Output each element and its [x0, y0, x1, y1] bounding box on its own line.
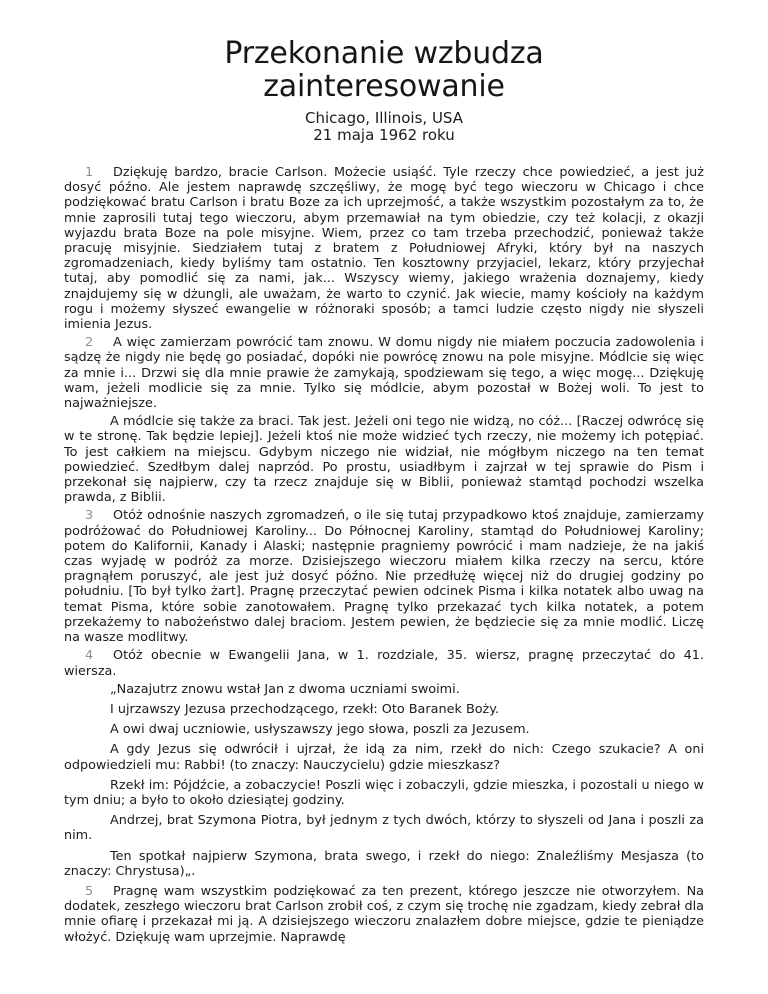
document-body	[64, 165, 704, 945]
paragraph	[64, 682, 704, 697]
page-title-line1: Przekonanie wzbudza	[224, 36, 544, 71]
paragraph-text: Dziękuję bardzo, bracie Carlson. Możecie usiąść. Tyle rzeczy chce powiedzieć, a jest już dosyć późno. Ale jestem naprawdę szczęśliwy, że mogę być tego wieczoru w Chicago i chce podziękować bratu Carlson i bratu Boze za ich uprzejmość, a także wszystkim pozostałym za to, że mnie zaprosili tutaj tego wieczoru, abym przemawiał na tym obiedzie, czy też kolacji, z okazji wyjazdu brata Boze na pole misyjne. Wiem, przez co tam trzeba przechodzić, ponieważ także pracuję misyjnie. Siedziałem tutaj z bratem z Południowej Afryki, który był na naszych zgromadzeniach, kiedy byliśmy tam ostatnio. Ten kosztowny przyjaciel, lekarz, który przyjechał tutaj, aby pomodlić się za nami, jak... Wszyscy wiemy, jakiego wrażenia doznajemy, kiedy znajdujemy się w dżungli, ale uważam, że warto to czynić. Jak wiecie, mamy kościoły na każdym rogu i możemy słyszeć ewangelie w różnoraki sposób; a tamci ludzie często nigdy nie słyszeli imienia Jezus.	[64, 165, 704, 333]
paragraph-text: Rzekł im: Pójdźcie, a zobaczycie! Poszli więc i zobaczyli, gdzie mieszka, i pozostali u niego w tym dniu; a było to około dziesiątej godziny.	[64, 777, 704, 808]
paragraph	[64, 648, 704, 678]
paragraph-text: A owi dwaj uczniowie, usłyszawszy jego słowa, poszli za Jezusem.	[110, 722, 530, 738]
paragraph-number: 3	[85, 508, 94, 524]
paragraph-number: 5	[85, 883, 94, 899]
paragraph	[64, 778, 704, 808]
page-title	[64, 38, 704, 103]
subtitle-block	[64, 110, 704, 144]
paragraph	[64, 165, 704, 332]
paragraph	[64, 702, 704, 717]
date-subtitle: 21 maja 1962 roku	[313, 126, 455, 144]
paragraph-text: Otóż odnośnie naszych zgromadzeń, o ile się tutaj przypadkowo ktoś znajduje, zamierzamy podróżować do Południowej Karoliny... Do Północnej Karoliny, stamtąd do Południowej Karoliny; potem do Kalifornii, Kanady i Alaski; następnie pragniemy powrócić i mam nadzieje, że na jakiś czas wyjadę w podróż za morze. Dzisiejszego wieczoru miałem kilka rzeczy na sercu, które pragnąłem poruszyć, ale jest już dosyć późno. Nie przedłużę więcej niż do drugiej godziny po południu. [To był tylko żart]. Pragnę przeczytać pewien odcinek Pisma i kilka notatek albo uwag na temat Pisma, które sobie zanotowałem. Pragnę tylko przekazać tych kilka notatek, a potem przekażemy to nabożeństwo dalej braciom. Jestem pewien, że będziecie się za mnie modlić. Liczę na wasze modlitwy.	[64, 508, 704, 646]
paragraph	[64, 722, 704, 737]
paragraph-text: I ujrzawszy Jezusa przechodzącego, rzekł: Oto Baranek Boży.	[110, 701, 500, 717]
page-title-line2: zainteresowanie	[263, 68, 505, 104]
paragraph	[64, 884, 704, 945]
paragraph	[64, 813, 704, 843]
paragraph-text: Ten spotkał najpierw Szymona, brata swego, i rzekł do niego: Znaleźliśmy Mesjasza (to znaczy: Chrystusa)„.	[64, 848, 704, 879]
paragraph-text: Pragnę wam wszystkim podziękować za ten prezent, którego jeszcze nie otworzyłem. Na dodatek, zeszłego wieczoru brat Carlson zrobił coś, z czym się trochę nie zgadzam, kiedy zebrał dla mnie ofiarę i przekazał mi ją. A dzisiejszego wieczoru znalazłem dobre miejsce, gdzie te pieniądze włożyć. Dziękuję wam uprzejmie. Naprawdę	[64, 883, 704, 945]
paragraph	[64, 742, 704, 772]
paragraph	[64, 849, 704, 879]
paragraph-number: 4	[85, 648, 94, 664]
paragraph-text: Andrzej, brat Szymona Piotra, był jednym z tych dwóch, którzy to słyszeli od Jana i poszli za nim.	[64, 813, 704, 844]
paragraph-number: 1	[85, 165, 94, 180]
location-subtitle: Chicago, Illinois, USA	[305, 109, 463, 127]
paragraph	[64, 508, 704, 645]
paragraph	[64, 414, 704, 505]
paragraph-number: 2	[85, 335, 94, 351]
paragraph	[64, 335, 704, 411]
document-header	[64, 38, 704, 144]
paragraph-text: Otóż obecnie w Ewangelii Jana, w 1. rozdziale, 35. wiersz, pragnę przeczytać do 41. wiersza.	[64, 648, 704, 679]
paragraph-text: „Nazajutrz znowu wstał Jan z dwoma uczniami swoimi.	[110, 681, 460, 697]
paragraph-text: A módlcie się także za braci. Tak jest. Jeżeli oni tego nie widzą, no cóż... [Raczej odwrócę się w te stronę. Tak będzie lepiej]. Jeżeli ktoś nie może widzieć tych rzeczy, nie możemy ich potępiać. To jest całkiem na miejscu. Gdybym niczego nie widział, nie mógłbym niczego na ten temat powiedzieć. Szedłbym dalej naprzód. Po prostu, usiadłbym i zajrzał w tej sprawie do Pism i przekonał się najpierw, czy ta rzecz znajduje się w Biblii, ponieważ stamtąd pochodzi wszelka prawda, z Biblii.	[64, 414, 704, 506]
paragraph-text: A więc zamierzam powrócić tam znowu. W domu nigdy nie miałem poczucia zadowolenia i sądzę że nigdy nie będę go posiadać, dopóki nie powrócę znowu na pole misyjne. Módlcie się więc za mnie i... Drzwi się dla mnie prawie że zamykają, spodziewam się tego, a więc mogę... Dziękuję wam, jeżeli modlicie się za mnie. Tylko się módlcie, abym pozostał w Bożej woli. To jest to najważniejsze.	[64, 335, 704, 412]
paragraph-text: A gdy Jezus się odwrócił i ujrzał, że idą za nim, rzekł do nich: Czego szukacie? A oni odpowiedzieli mu: Rabbi! (to znaczy: Nauczycielu) gdzie mieszkasz?	[64, 742, 704, 773]
